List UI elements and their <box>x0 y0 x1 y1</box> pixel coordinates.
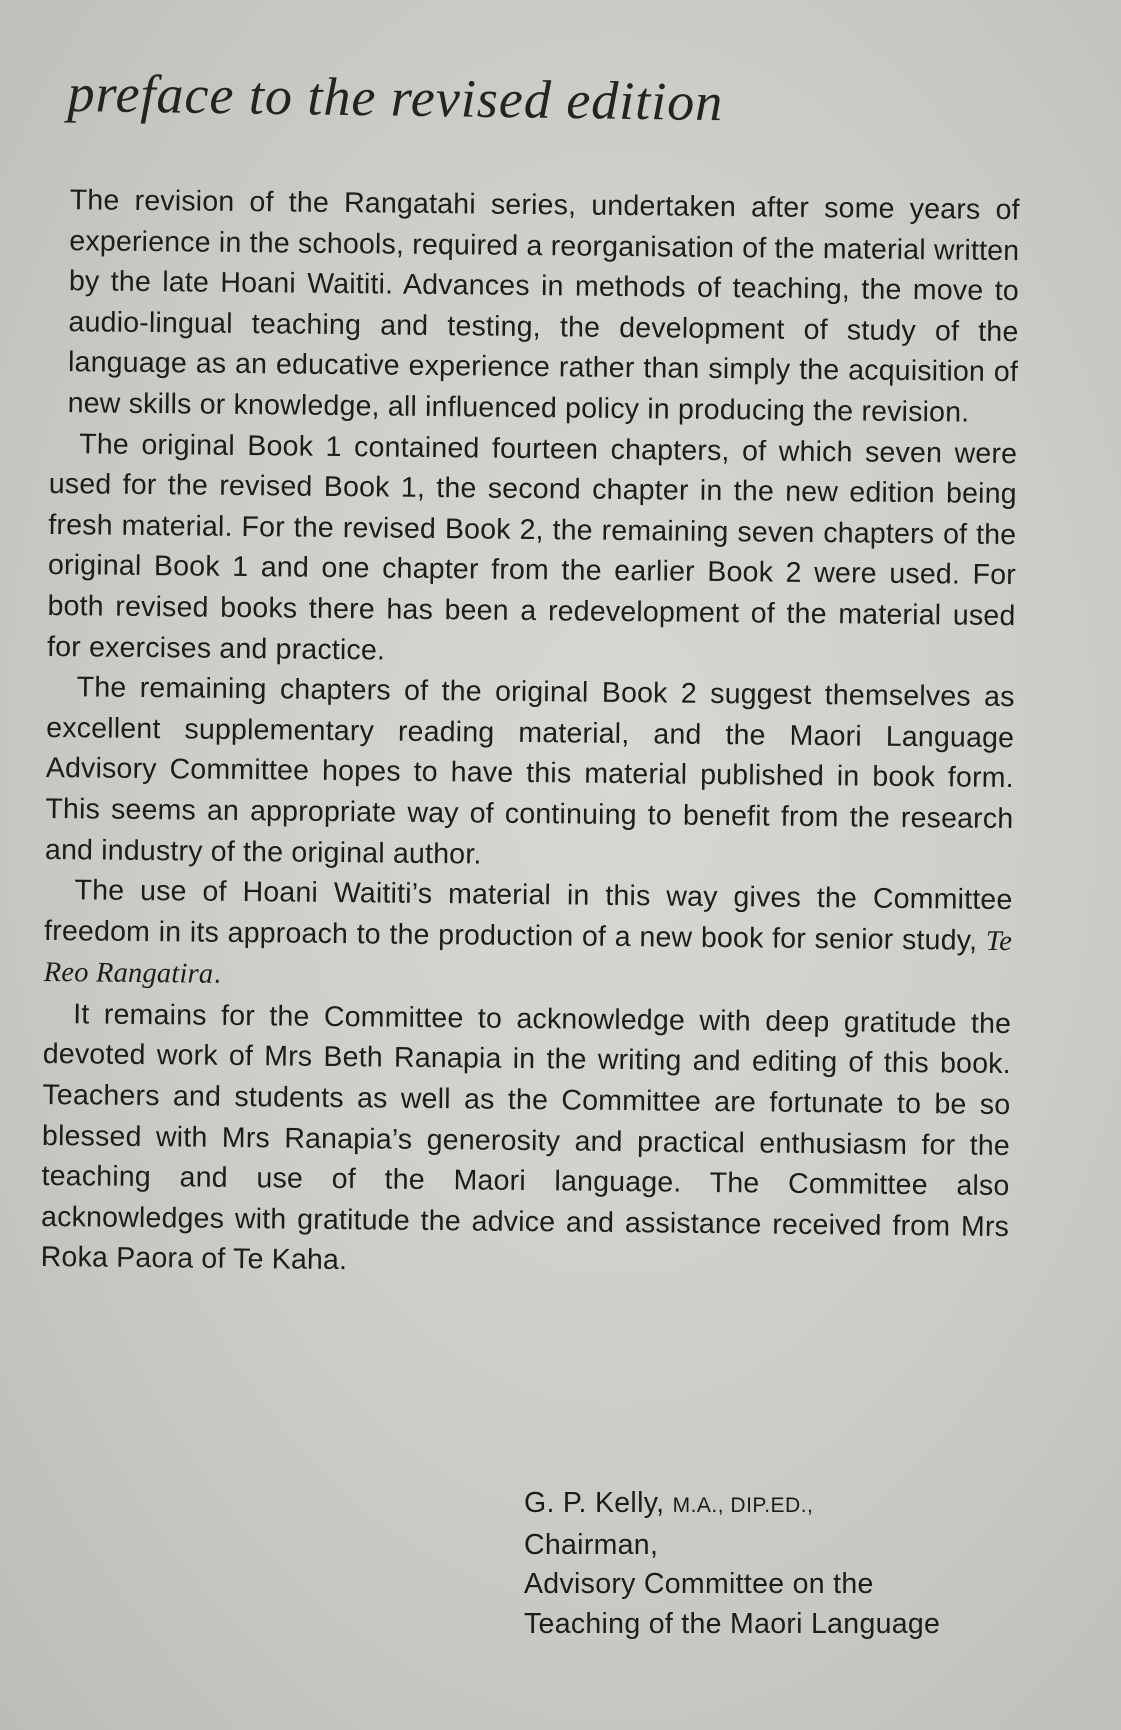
signatory-degrees: M.A., DIP.ED., <box>672 1494 814 1517</box>
preface-body <box>41 180 1020 1288</box>
paragraph-4-text: The use of Hoani Waititi’s material in this way gives the Committee freedom in its approach to the production of a new book for senior study, <box>43 874 1013 957</box>
paragraph-3-text: The remaining chapters of the original Book 2 suggest themselves as excellent supplementary reading material, and the Maori Language Advisory Committee hopes to have this material published in book form. This seems an appropriate way of continuing to benefit from the research and industry of the original author. <box>44 671 1015 871</box>
signature-block <box>524 1484 940 1644</box>
paragraph-2 <box>47 424 1017 678</box>
signature-name-line <box>524 1484 940 1526</box>
organisation-line-1: Advisory Committee on the <box>524 1568 874 1600</box>
paragraph-1 <box>49 180 1019 434</box>
paragraph-1-text: The revision of the Rangatahi series, undertaken after some years of experience in the schools, required a reorganisation of the material written by the late Hoani Waititi. Advances in methods of teaching, the move to audio-lingual teaching and testing, the development of study of the language as an educative experience rather than simply the acquisition of new skills or knowledge, all influenced policy in producing the revision. <box>67 184 1020 429</box>
signatory-name: G. P. Kelly, <box>524 1487 665 1519</box>
paragraph-2-text: The original Book 1 contained fourteen chapters, of which seven were used for the revised Book 1, the second chapter in the new edition being fresh material. For the revised Book 2, the remaining seven chapters of the original Book 1 and one chapter from the earlier Book 2 were used. For both revised books there has been a redevelopment of the material used for exercises and practice. <box>46 427 1018 667</box>
book-title-italic: Te Reo Rangatira <box>43 925 1013 991</box>
paragraph-4 <box>43 870 1012 1004</box>
paragraph-4-end: . <box>213 958 222 991</box>
page-title: preface to the revised edition <box>67 62 724 133</box>
paragraph-3 <box>45 667 1015 880</box>
organisation-line-2: Teaching of the Maori Language <box>524 1607 941 1640</box>
signatory-role: Chairman, <box>524 1528 659 1561</box>
paragraph-5-text: It remains for the Committee to acknowledge with deep gratitude the devoted work of Mrs Beth Ranapia in the writing and editing of this book. Teachers and students as well as the Committee are fortunate to be so blessed with Mrs Ranapia’s generosity and practical enthusiasm for the teaching and use of the Maori language. The Committee also acknowledges with gratitude the advice and assistance received from Mrs Roka Paora of Te Kaha. <box>40 998 1012 1277</box>
paragraph-5 <box>41 994 1012 1288</box>
